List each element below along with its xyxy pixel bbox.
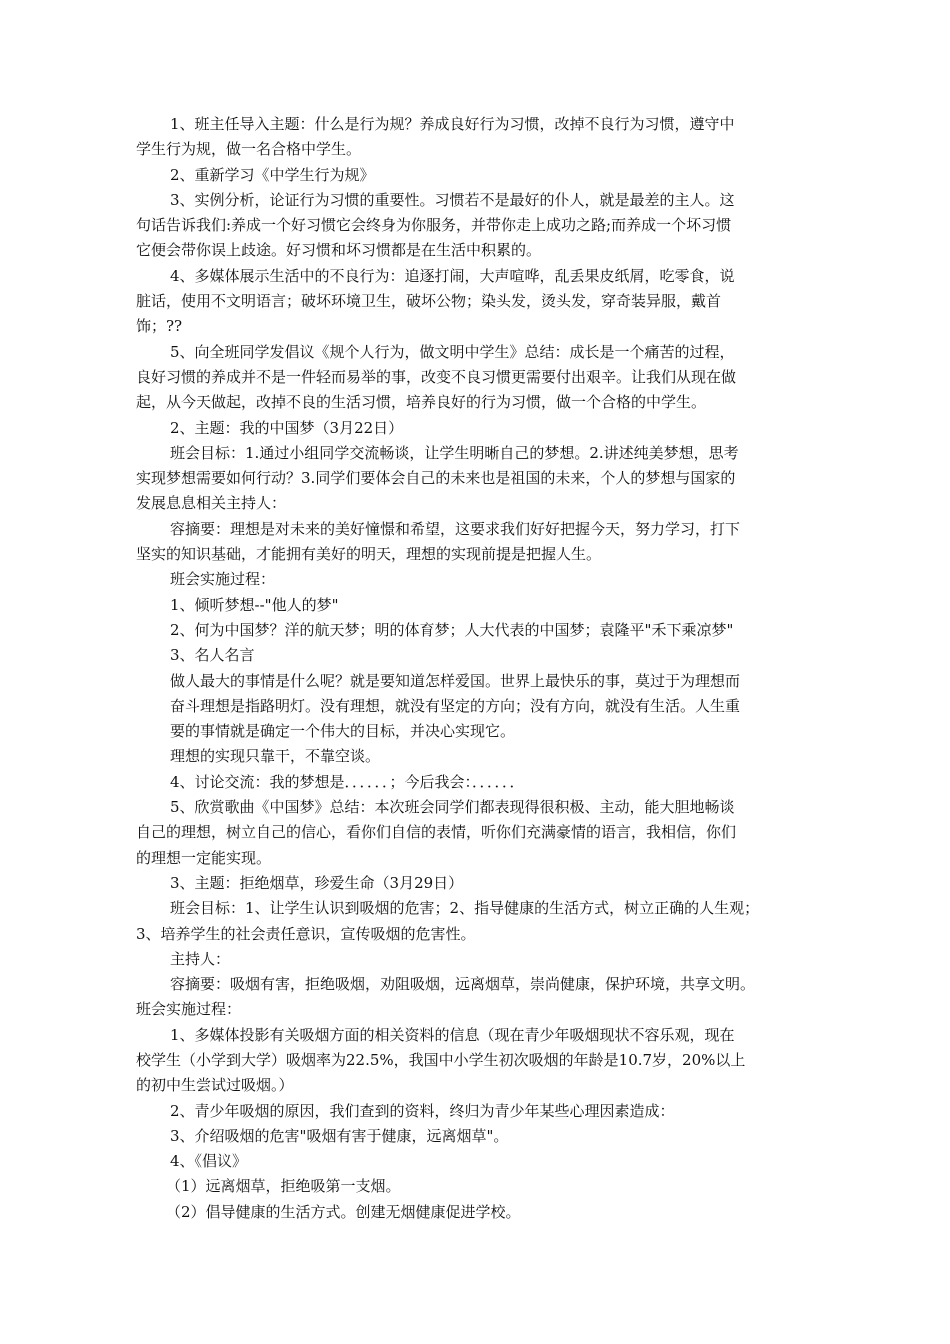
text-line: 自己的理想，树立自己的信心，看你们自信的表情，听你们充满豪情的语言，我相信，你们 [136,823,737,842]
text-line: 2、青少年吸烟的原因，我们查到的资料，终归为青少年某些心理因素造成： [170,1101,675,1120]
text-line: 4、《倡议》 [170,1152,248,1171]
text-line: 班会目标：1、让学生认识到吸烟的危害；2、指导健康的生活方式，树立正确的人生观； [170,899,760,918]
text-line: 奋斗理想是指路明灯。没有理想，就没有坚定的方向；没有方向，就没有生活。人生重 [170,696,741,715]
text-line: 班会实施过程： [170,570,276,589]
text-line: 句话告诉我们:养成一个好习惯它会终身为你服务，并带你走上成功之路;而养成一个坏习惯 [136,216,732,235]
text-line: 的理想一定能实现。 [136,848,272,867]
text-line: 4、多媒体展示生活中的不良行为：追逐打闹，大声喧哗，乱丢果皮纸屑，吃零食，说 [170,266,735,285]
text-line: 4、讨论交流：我的梦想是．．．．．．；今后我会：．．．．．． [170,772,525,791]
text-line: 它便会带你误上歧途。好习惯和坏习惯都是在生活中积累的。 [136,241,542,260]
text-line: 实现梦想需要如何行动？3.同学们要体会自己的未来也是祖国的未来，个人的梦想与国家的 [136,469,736,488]
text-line: 校学生（小学到大学）吸烟率为22.5%，我国中小学生初次吸烟的年龄是10.7岁，20%以上 [136,1050,746,1069]
text-line: 1、多媒体投影有关吸烟方面的相关资料的信息（现在青少年吸烟现状不容乐观，现在 [170,1025,735,1044]
text-line: 1、倾听梦想--"他人的梦" [170,595,339,614]
text-line: 理想的实现只靠干，不靠空谈。 [170,747,381,766]
text-line: 3、介绍吸烟的危害"吸烟有害于健康，远离烟草"。 [170,1126,509,1145]
text-line: 容摘要：理想是对未来的美好憧憬和希望，这要求我们好好把握今天，努力学习，打下 [170,519,741,538]
text-line: （2）倡导健康的生活方式。创建无烟健康促进学校。 [166,1202,521,1221]
text-line: 做人最大的事情是什么呢？就是要知道怎样爱国。世界上最快乐的事，莫过于为理想而 [170,671,741,690]
text-line: 5、欣赏歌曲《中国梦》总结：本次班会同学们都表现得很积极、主动，能大胆地畅谈 [170,798,735,817]
text-line: 3、实例分析，论证行为习惯的重要性。习惯若不是最好的仆人，就是最差的主人。这 [170,190,735,209]
text-line: 班会实施过程： [136,1000,242,1019]
text-line: 要的事情就是确定一个伟大的目标，并决心实现它。 [170,722,516,741]
text-line: （1）远离烟草，拒绝吸第一支烟。 [166,1177,401,1196]
text-line: 班会目标：1.通过小组同学交流畅谈，让学生明晰自己的梦想。2.讲述纯美梦想，思考 [170,443,739,462]
text-line: 良好习惯的养成并不是一件轻而易举的事，改变不良习惯更需要付出艰辛。让我们从现在做 [136,367,737,386]
text-line: 坚实的知识基础，才能拥有美好的明天，理想的实现前提是把握人生。 [136,545,602,564]
text-line: 3、名人名言 [170,646,255,665]
text-line: 脏话，使用不文明语言；破坏环境卫生，破坏公物；染头发，烫头发，穿奇装异服，戴首 [136,292,722,311]
text-line: 3、主题：拒绝烟草，珍爱生命（3月29日） [170,873,464,892]
text-line: 起，从今天做起，改掉不良的生活习惯，培养良好的行为习惯，做一个合格的中学生。 [136,393,707,412]
text-line: 发展息息相关主持人： [136,494,287,513]
text-line: 5、向全班同学发倡议《规个人行为，做文明中学生》总结：成长是一个痛苦的过程， [170,342,735,361]
text-line: 的初中生尝试过吸烟。） [136,1076,294,1095]
text-line: 学生行为规，做一名合格中学生。 [136,140,362,159]
text-line: 1、班主任导入主题：什么是行为规？养成良好行为习惯，改掉不良行为习惯，遵守中 [170,115,735,133]
text-line: 主持人： [170,949,231,968]
text-line: 2、重新学习《中学生行为规》 [170,165,375,184]
text-line: 2、何为中国梦？洋的航天梦；明的体育梦；人大代表的中国梦；袁隆平"禾下乘凉梦" [170,620,734,639]
text-line: 饰；?? [136,317,183,336]
text-line: 容摘要：吸烟有害，拒绝吸烟，劝阻吸烟，远离烟草，崇尚健康，保护环境，共享文明。 [170,975,756,994]
text-line: 2、主题：我的中国梦（3月22日） [170,418,404,437]
text-line: 3、培养学生的社会责任意识，宣传吸烟的危害性。 [136,924,476,943]
document-body [136,112,836,1225]
